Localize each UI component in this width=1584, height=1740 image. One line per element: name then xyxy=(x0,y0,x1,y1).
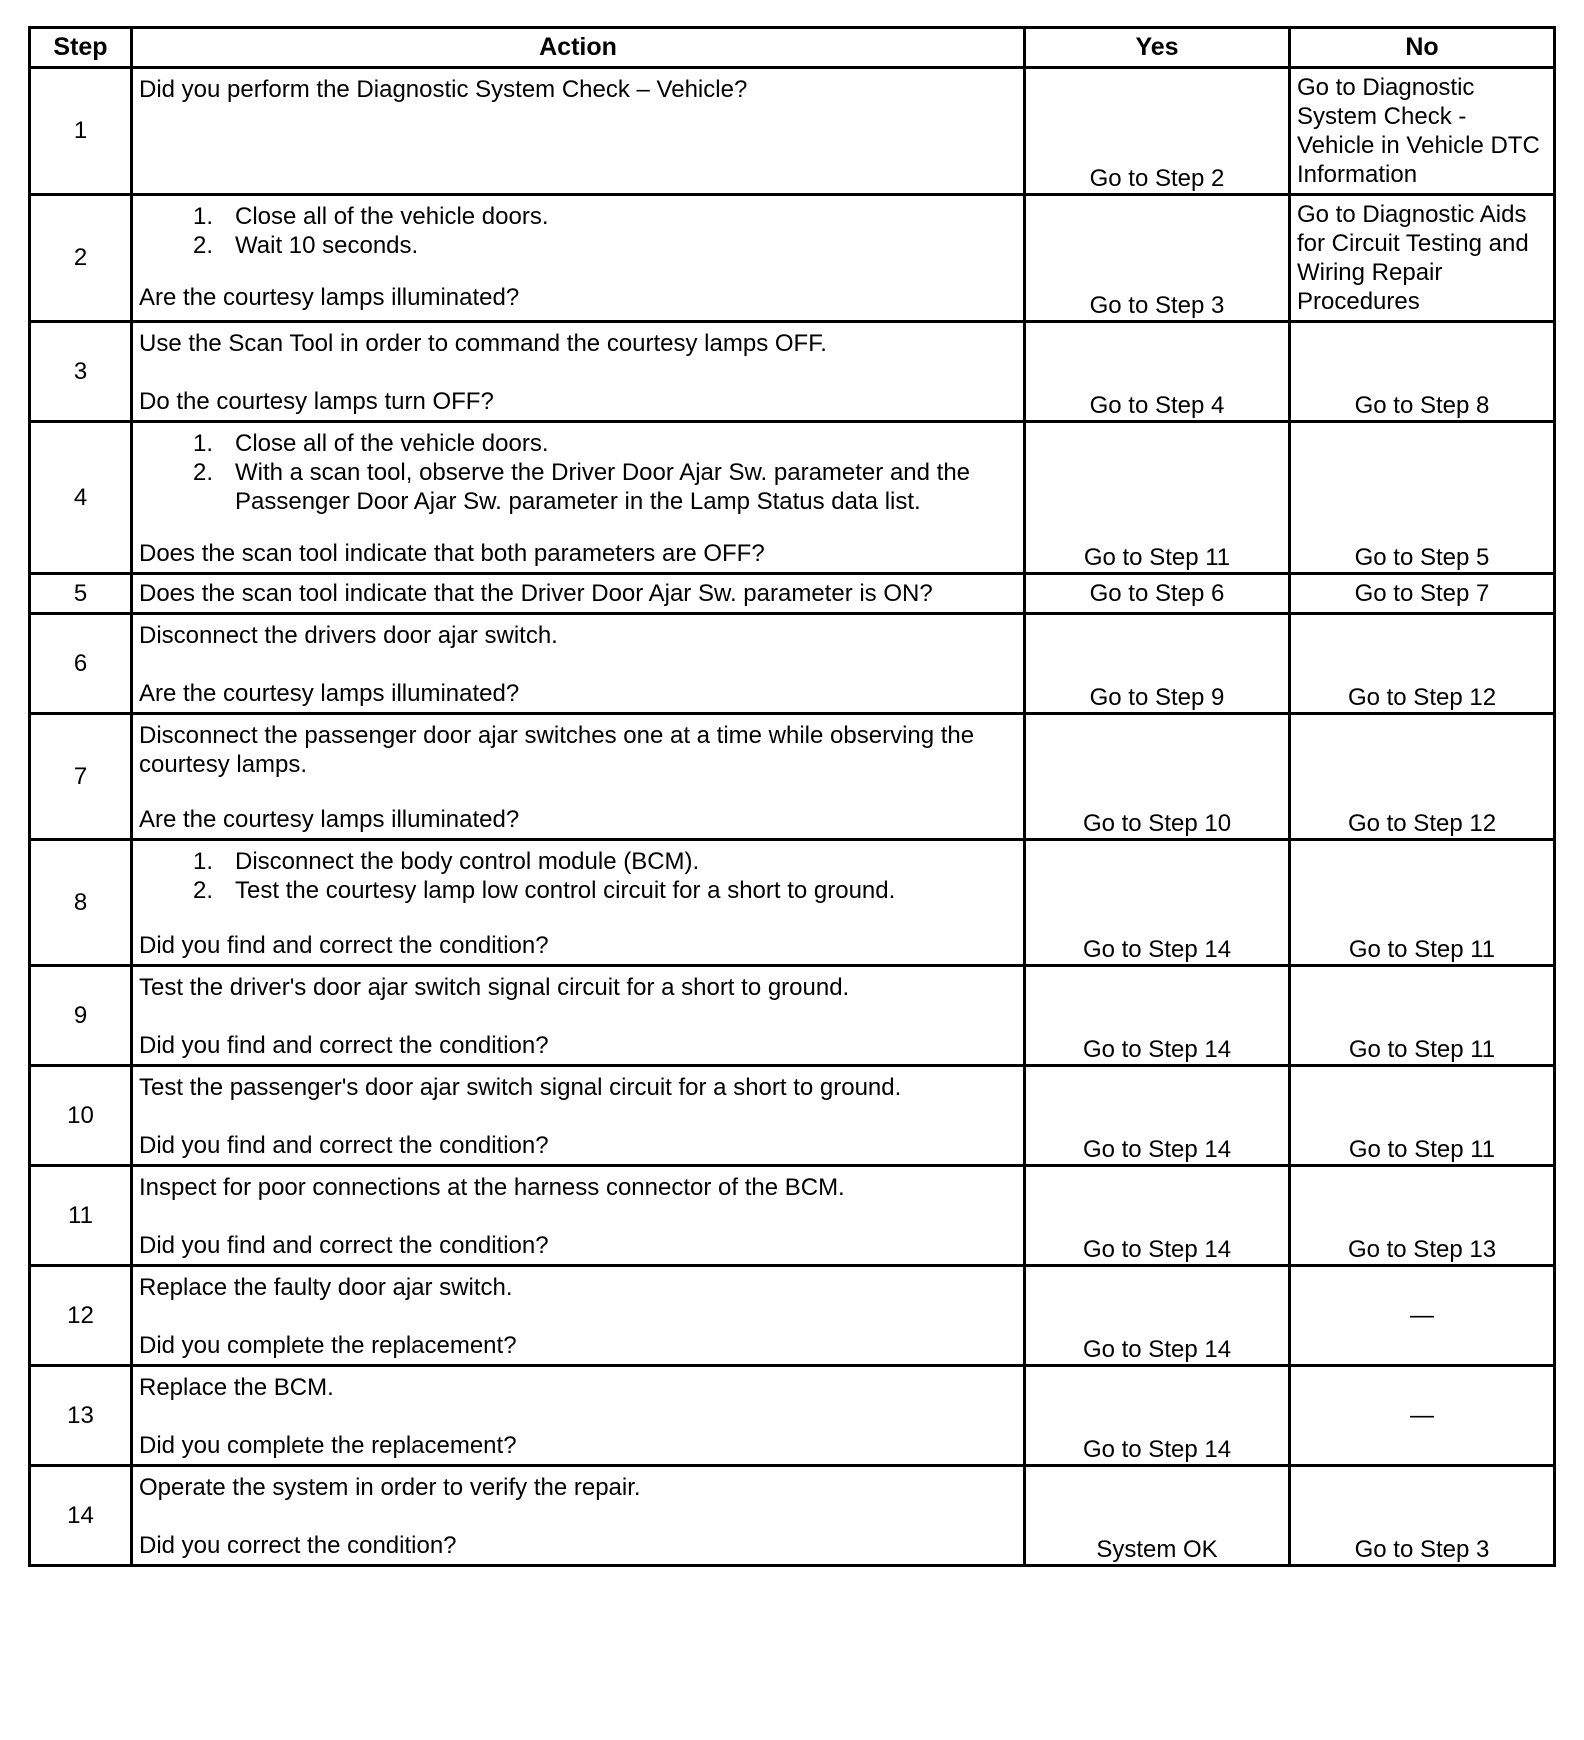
table-row xyxy=(30,322,1555,422)
table-row xyxy=(30,574,1555,614)
action-question: Did you find and correct the condition? xyxy=(139,932,549,959)
no-result: Go to Step 13 xyxy=(1290,1166,1555,1266)
action-text: Does the scan tool indicate that the Driver Door Ajar Sw. parameter is ON? xyxy=(139,580,933,607)
action-cell xyxy=(132,195,1025,322)
yes-result: Go to Step 14 xyxy=(1025,1366,1290,1466)
procedure-list xyxy=(139,202,1017,260)
action-question: Did you complete the replacement? xyxy=(139,1432,517,1459)
action-text: Use the Scan Tool in order to command the courtesy lamps OFF. xyxy=(139,330,827,357)
action-text: Inspect for poor connections at the harness connector of the BCM. xyxy=(139,1174,845,1201)
procedure-item xyxy=(139,231,1017,260)
action-cell xyxy=(132,966,1025,1066)
action-question: Did you find and correct the condition? xyxy=(139,1232,549,1259)
action-cell xyxy=(132,840,1025,966)
header-row xyxy=(30,28,1555,68)
yes-result: Go to Step 11 xyxy=(1025,422,1290,574)
yes-result: Go to Step 14 xyxy=(1025,1166,1290,1266)
action-question: Did you find and correct the condition? xyxy=(139,1132,549,1159)
procedure-item-number: 2. xyxy=(192,877,213,904)
procedure-item-number: 1. xyxy=(192,430,213,457)
action-text: Test the driver's door ajar switch signal circuit for a short to ground. xyxy=(139,974,850,1001)
step-number: 11 xyxy=(30,1166,132,1266)
procedure-item xyxy=(139,847,1017,876)
no-result: Go to Step 12 xyxy=(1290,714,1555,840)
yes-result: Go to Step 9 xyxy=(1025,614,1290,714)
procedure-item-text: Close all of the vehicle doors. xyxy=(235,203,549,230)
step-number: 3 xyxy=(30,322,132,422)
step-number: 14 xyxy=(30,1466,132,1566)
table-row xyxy=(30,840,1555,966)
action-question: Are the courtesy lamps illuminated? xyxy=(139,284,520,311)
header-step: Step xyxy=(30,28,132,68)
procedure-item xyxy=(139,429,1017,458)
no-result: Go to Step 11 xyxy=(1290,966,1555,1066)
procedure-item-text: Close all of the vehicle doors. xyxy=(235,430,549,457)
procedure-item xyxy=(139,876,1017,905)
no-result: — xyxy=(1290,1266,1555,1366)
table-row xyxy=(30,966,1555,1066)
no-result: Go to Step 5 xyxy=(1290,422,1555,574)
action-cell xyxy=(132,422,1025,574)
no-result: Go to Step 7 xyxy=(1290,574,1555,614)
table-row xyxy=(30,1266,1555,1366)
step-number: 9 xyxy=(30,966,132,1066)
no-result: Go to Step 12 xyxy=(1290,614,1555,714)
step-number: 8 xyxy=(30,840,132,966)
action-question: Does the scan tool indicate that both parameters are OFF? xyxy=(139,540,765,567)
action-text: Operate the system in order to verify the repair. xyxy=(139,1474,641,1501)
table-row xyxy=(30,1366,1555,1466)
action-text: Test the passenger's door ajar switch signal circuit for a short to ground. xyxy=(139,1074,902,1101)
action-question: Are the courtesy lamps illuminated? xyxy=(139,680,520,707)
step-number: 7 xyxy=(30,714,132,840)
procedure-item-text: With a scan tool, observe the Driver Door Ajar Sw. parameter and the Passenger Door Ajar Sw. parameter in the Lamp Status data list. xyxy=(235,459,971,515)
header-no: No xyxy=(1290,28,1555,68)
action-cell xyxy=(132,614,1025,714)
action-cell xyxy=(132,1266,1025,1366)
step-number: 13 xyxy=(30,1366,132,1466)
header-action: Action xyxy=(132,28,1025,68)
action-question: Did you complete the replacement? xyxy=(139,1332,517,1359)
procedure-item xyxy=(139,202,1017,231)
yes-result: Go to Step 14 xyxy=(1025,840,1290,966)
no-result: Go to Diagnostic Aids for Circuit Testing and Wiring Repair Procedures xyxy=(1290,195,1555,322)
action-question: Are the courtesy lamps illuminated? xyxy=(139,806,520,833)
procedure-item-text: Test the courtesy lamp low control circuit for a short to ground. xyxy=(235,877,896,904)
action-text: Replace the faulty door ajar switch. xyxy=(139,1274,513,1301)
procedure-item-number: 1. xyxy=(192,848,213,875)
step-number: 12 xyxy=(30,1266,132,1366)
action-cell xyxy=(132,68,1025,195)
yes-result: Go to Step 4 xyxy=(1025,322,1290,422)
yes-result: Go to Step 3 xyxy=(1025,195,1290,322)
no-result: Go to Diagnostic System Check - Vehicle in Vehicle DTC Information xyxy=(1290,68,1555,195)
table-row xyxy=(30,68,1555,195)
step-number: 2 xyxy=(30,195,132,322)
procedure-item-text: Disconnect the body control module (BCM). xyxy=(235,848,700,875)
table-row xyxy=(30,614,1555,714)
step-number: 10 xyxy=(30,1066,132,1166)
action-cell xyxy=(132,1366,1025,1466)
action-cell xyxy=(132,1166,1025,1266)
procedure-item-number: 1. xyxy=(192,203,213,230)
no-result: Go to Step 11 xyxy=(1290,1066,1555,1166)
action-cell xyxy=(132,1466,1025,1566)
yes-result: Go to Step 14 xyxy=(1025,966,1290,1066)
table-row xyxy=(30,1466,1555,1566)
header-yes: Yes xyxy=(1025,28,1290,68)
table-row xyxy=(30,1166,1555,1266)
procedure-list xyxy=(139,429,1017,516)
action-text: Disconnect the passenger door ajar switches one at a time while observing the courtesy lamps. xyxy=(139,722,975,778)
action-text: Did you perform the Diagnostic System Check – Vehicle? xyxy=(139,76,748,103)
step-number: 1 xyxy=(30,68,132,195)
no-result: Go to Step 11 xyxy=(1290,840,1555,966)
action-cell xyxy=(132,322,1025,422)
no-result: Go to Step 3 xyxy=(1290,1466,1555,1566)
action-text: Replace the BCM. xyxy=(139,1374,334,1401)
action-cell xyxy=(132,1066,1025,1166)
action-text: Disconnect the drivers door ajar switch. xyxy=(139,622,558,649)
action-cell xyxy=(132,714,1025,840)
procedure-item xyxy=(139,458,1017,516)
yes-result: Go to Step 14 xyxy=(1025,1066,1290,1166)
table-row xyxy=(30,1066,1555,1166)
step-number: 5 xyxy=(30,574,132,614)
table-row xyxy=(30,422,1555,574)
no-result: — xyxy=(1290,1366,1555,1466)
procedure-item-number: 2. xyxy=(192,459,213,486)
yes-result: System OK xyxy=(1025,1466,1290,1566)
diagnostic-table xyxy=(28,26,1556,1567)
yes-result: Go to Step 14 xyxy=(1025,1266,1290,1366)
yes-result: Go to Step 10 xyxy=(1025,714,1290,840)
action-question: Did you correct the condition? xyxy=(139,1532,457,1559)
action-question: Do the courtesy lamps turn OFF? xyxy=(139,388,494,415)
step-number: 4 xyxy=(30,422,132,574)
step-number: 6 xyxy=(30,614,132,714)
procedure-item-text: Wait 10 seconds. xyxy=(235,232,419,259)
table-row xyxy=(30,195,1555,322)
procedure-list xyxy=(139,847,1017,905)
table-row xyxy=(30,714,1555,840)
yes-result: Go to Step 2 xyxy=(1025,68,1290,195)
procedure-item-number: 2. xyxy=(192,232,213,259)
action-cell xyxy=(132,574,1025,614)
yes-result: Go to Step 6 xyxy=(1025,574,1290,614)
no-result: Go to Step 8 xyxy=(1290,322,1555,422)
action-question: Did you find and correct the condition? xyxy=(139,1032,549,1059)
